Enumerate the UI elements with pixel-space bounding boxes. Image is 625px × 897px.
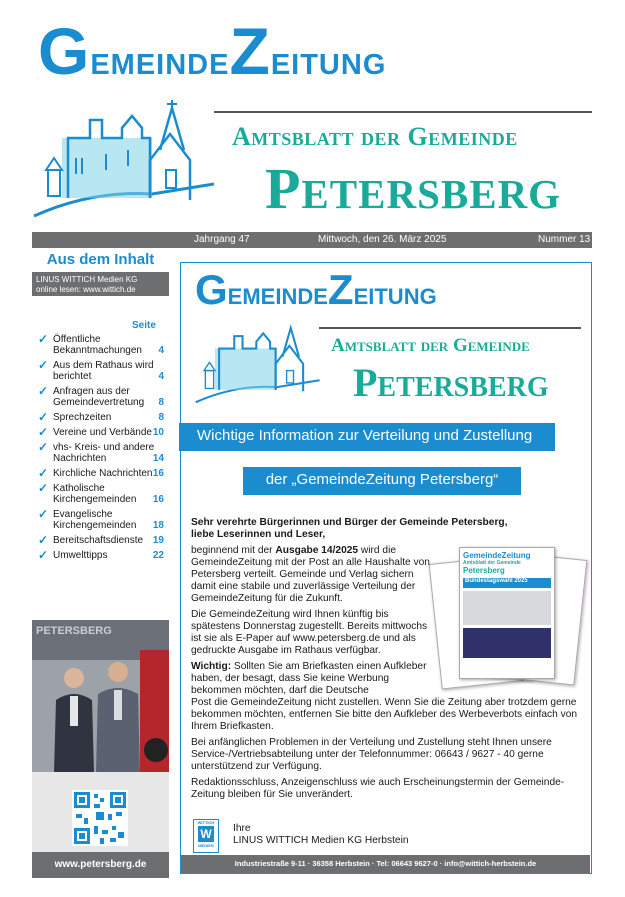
paragraph-1: beginnend mit der Ausgabe 14/2025 wird die GemeindeZeitung mit der Post an alle Haushalte von Petersberg verteilt. Gemeinde und Verlag sichern damit eine stabile und zuverlässige Verteilung der GemeindeZeitung für die Zukunft.: [191, 545, 430, 604]
paragraph-5: Redaktionsschluss, Anzeigenschluss wie auch Erscheinungstermin der Gemeinde-Zeitung bleiben für Sie unverändert.: [191, 777, 565, 800]
toc-item[interactable]: ✓ Bereitschaftsdienste 19: [38, 533, 164, 547]
toc-item[interactable]: ✓ Katholische Kirchengemeinden 16: [38, 481, 164, 505]
issue-info-bar: [32, 232, 592, 248]
notice-rule: [319, 327, 581, 329]
masthead-title: GemeindeZeitung: [38, 14, 387, 88]
publisher-box: [32, 272, 169, 296]
toc-item[interactable]: ✓ vhs- Kreis- und andere Nachrichten 14: [38, 440, 164, 464]
paragraph-3: Wichtig: Sollten Sie am Briefkasten einen Aufkleber haben, der besagt, dass Sie keine Werbung bekommen möchten, darf die Deutsche Post die GemeindeZeitung nicht zustellen. Wenn Sie die Zeitung aber trotzdem gerne bekommen möchten, entfernen Sie bitte den Aufkleber des Werbeverbots einfach von Ihrem Briefkasten.: [191, 661, 578, 732]
toc-item[interactable]: ✓ Öffentliche Bekanntmachungen 4: [38, 332, 164, 356]
check-icon: ✓: [38, 481, 49, 495]
signature-text: Ihre LINUS WITTICH Medien KG Herbstein: [233, 823, 409, 846]
notice-town: Petersberg: [353, 360, 549, 405]
header-rule: [214, 111, 592, 113]
publisher-contact-footer: Industriestraße 9-11 · 36358 Herbstein · Tel: 06643 9627-0 · info@wittich-herbstein.de: [181, 855, 590, 873]
toc-item[interactable]: ✓ Anfragen aus der Gemeindevertretung 8: [38, 384, 164, 408]
publisher-online: online lesen: www.wittich.de: [36, 285, 136, 294]
notice-subtitle: Amtsblatt der Gemeinde: [331, 335, 530, 356]
toc-item[interactable]: ✓ Kirchliche Nachrichten 16: [38, 466, 164, 480]
salutation: Sehr verehrte Bürgerinnen und Bürger der Gemeinde Petersberg, liebe Leserinnen und Leser,: [191, 517, 508, 540]
masthead-subtitle: Amtsblatt der Gemeinde: [232, 122, 518, 151]
toc-item[interactable]: ✓ Sprechzeiten 8: [38, 410, 164, 424]
masthead-town: Petersberg: [265, 156, 562, 221]
check-icon: ✓: [38, 332, 49, 346]
publisher-name: LINUS WITTICH Medien KG: [36, 275, 138, 284]
paragraph-2: Die GemeindeZeitung wird Ihnen künftig bis spätestens Donnerstag zugestellt. Bereits mittwochs ist sie als E-Paper auf www.petersberg.de und als gedruckte Ausgabe im Rathaus verfügbar.: [191, 609, 428, 656]
check-icon: ✓: [38, 440, 49, 454]
wittich-medien-logo: WITTICH W MEDIEN: [193, 819, 219, 853]
contents-sidebar: [32, 248, 169, 878]
qr-code-icon[interactable]: [72, 790, 128, 846]
check-icon: ✓: [38, 425, 49, 439]
castle-logo-icon: [189, 321, 325, 405]
officials-photo: [32, 620, 169, 772]
photo-scene: [32, 620, 169, 772]
page-column-header: Seite: [132, 320, 156, 331]
notice-banner-subheading: der „GemeindeZeitung Petersberg“: [243, 467, 521, 495]
signature-block: [191, 819, 591, 853]
paragraph-4: Bei anfänglichen Problemen in der Verteilung und Zustellung steht Ihnen unsere Service-/Vertriebsabteilung unter der Telefonnummer: 06643 / 9627 - 40 gerne unterstützend zur Verfügung.: [191, 737, 552, 772]
check-icon: ✓: [38, 507, 49, 521]
table-of-contents: [36, 334, 164, 565]
volume-label: Jahrgang 47: [194, 234, 250, 245]
notice-banner-heading: Wichtige Information zur Verteilung und Zustellung: [179, 423, 555, 451]
issue-number-label: Nummer 13: [538, 234, 591, 245]
check-icon: ✓: [38, 358, 49, 372]
check-icon: ✓: [38, 384, 49, 398]
toc-item[interactable]: ✓ Evangelische Kirchengemeinden 18: [38, 507, 164, 531]
notice-title: GemeindeZeitung: [195, 266, 437, 313]
check-icon: ✓: [38, 548, 49, 562]
toc-item[interactable]: ✓ Vereine und Verbände 10: [38, 425, 164, 439]
check-icon: ✓: [38, 533, 49, 547]
notice-body: [191, 517, 587, 805]
check-icon: ✓: [38, 466, 49, 480]
toc-item[interactable]: ✓ Aus dem Rathaus wird berichtet 4: [38, 358, 164, 382]
check-icon: ✓: [38, 410, 49, 424]
distribution-notice: [180, 262, 592, 874]
sidebar-title: Aus dem Inhalt: [46, 251, 155, 268]
thumbnail-front: GemeindeZeitung Amtsblatt der Gemeinde Petersberg Bundestagswahl 2025: [459, 547, 555, 679]
website-link[interactable]: www.petersberg.de: [32, 852, 169, 878]
date-label: Mittwoch, den 26. März 2025: [318, 234, 447, 245]
toc-item[interactable]: ✓ Umwelttipps 22: [38, 548, 164, 562]
castle-logo-icon: [32, 98, 214, 220]
photo-sign-text: PETERSBERG: [36, 625, 112, 637]
